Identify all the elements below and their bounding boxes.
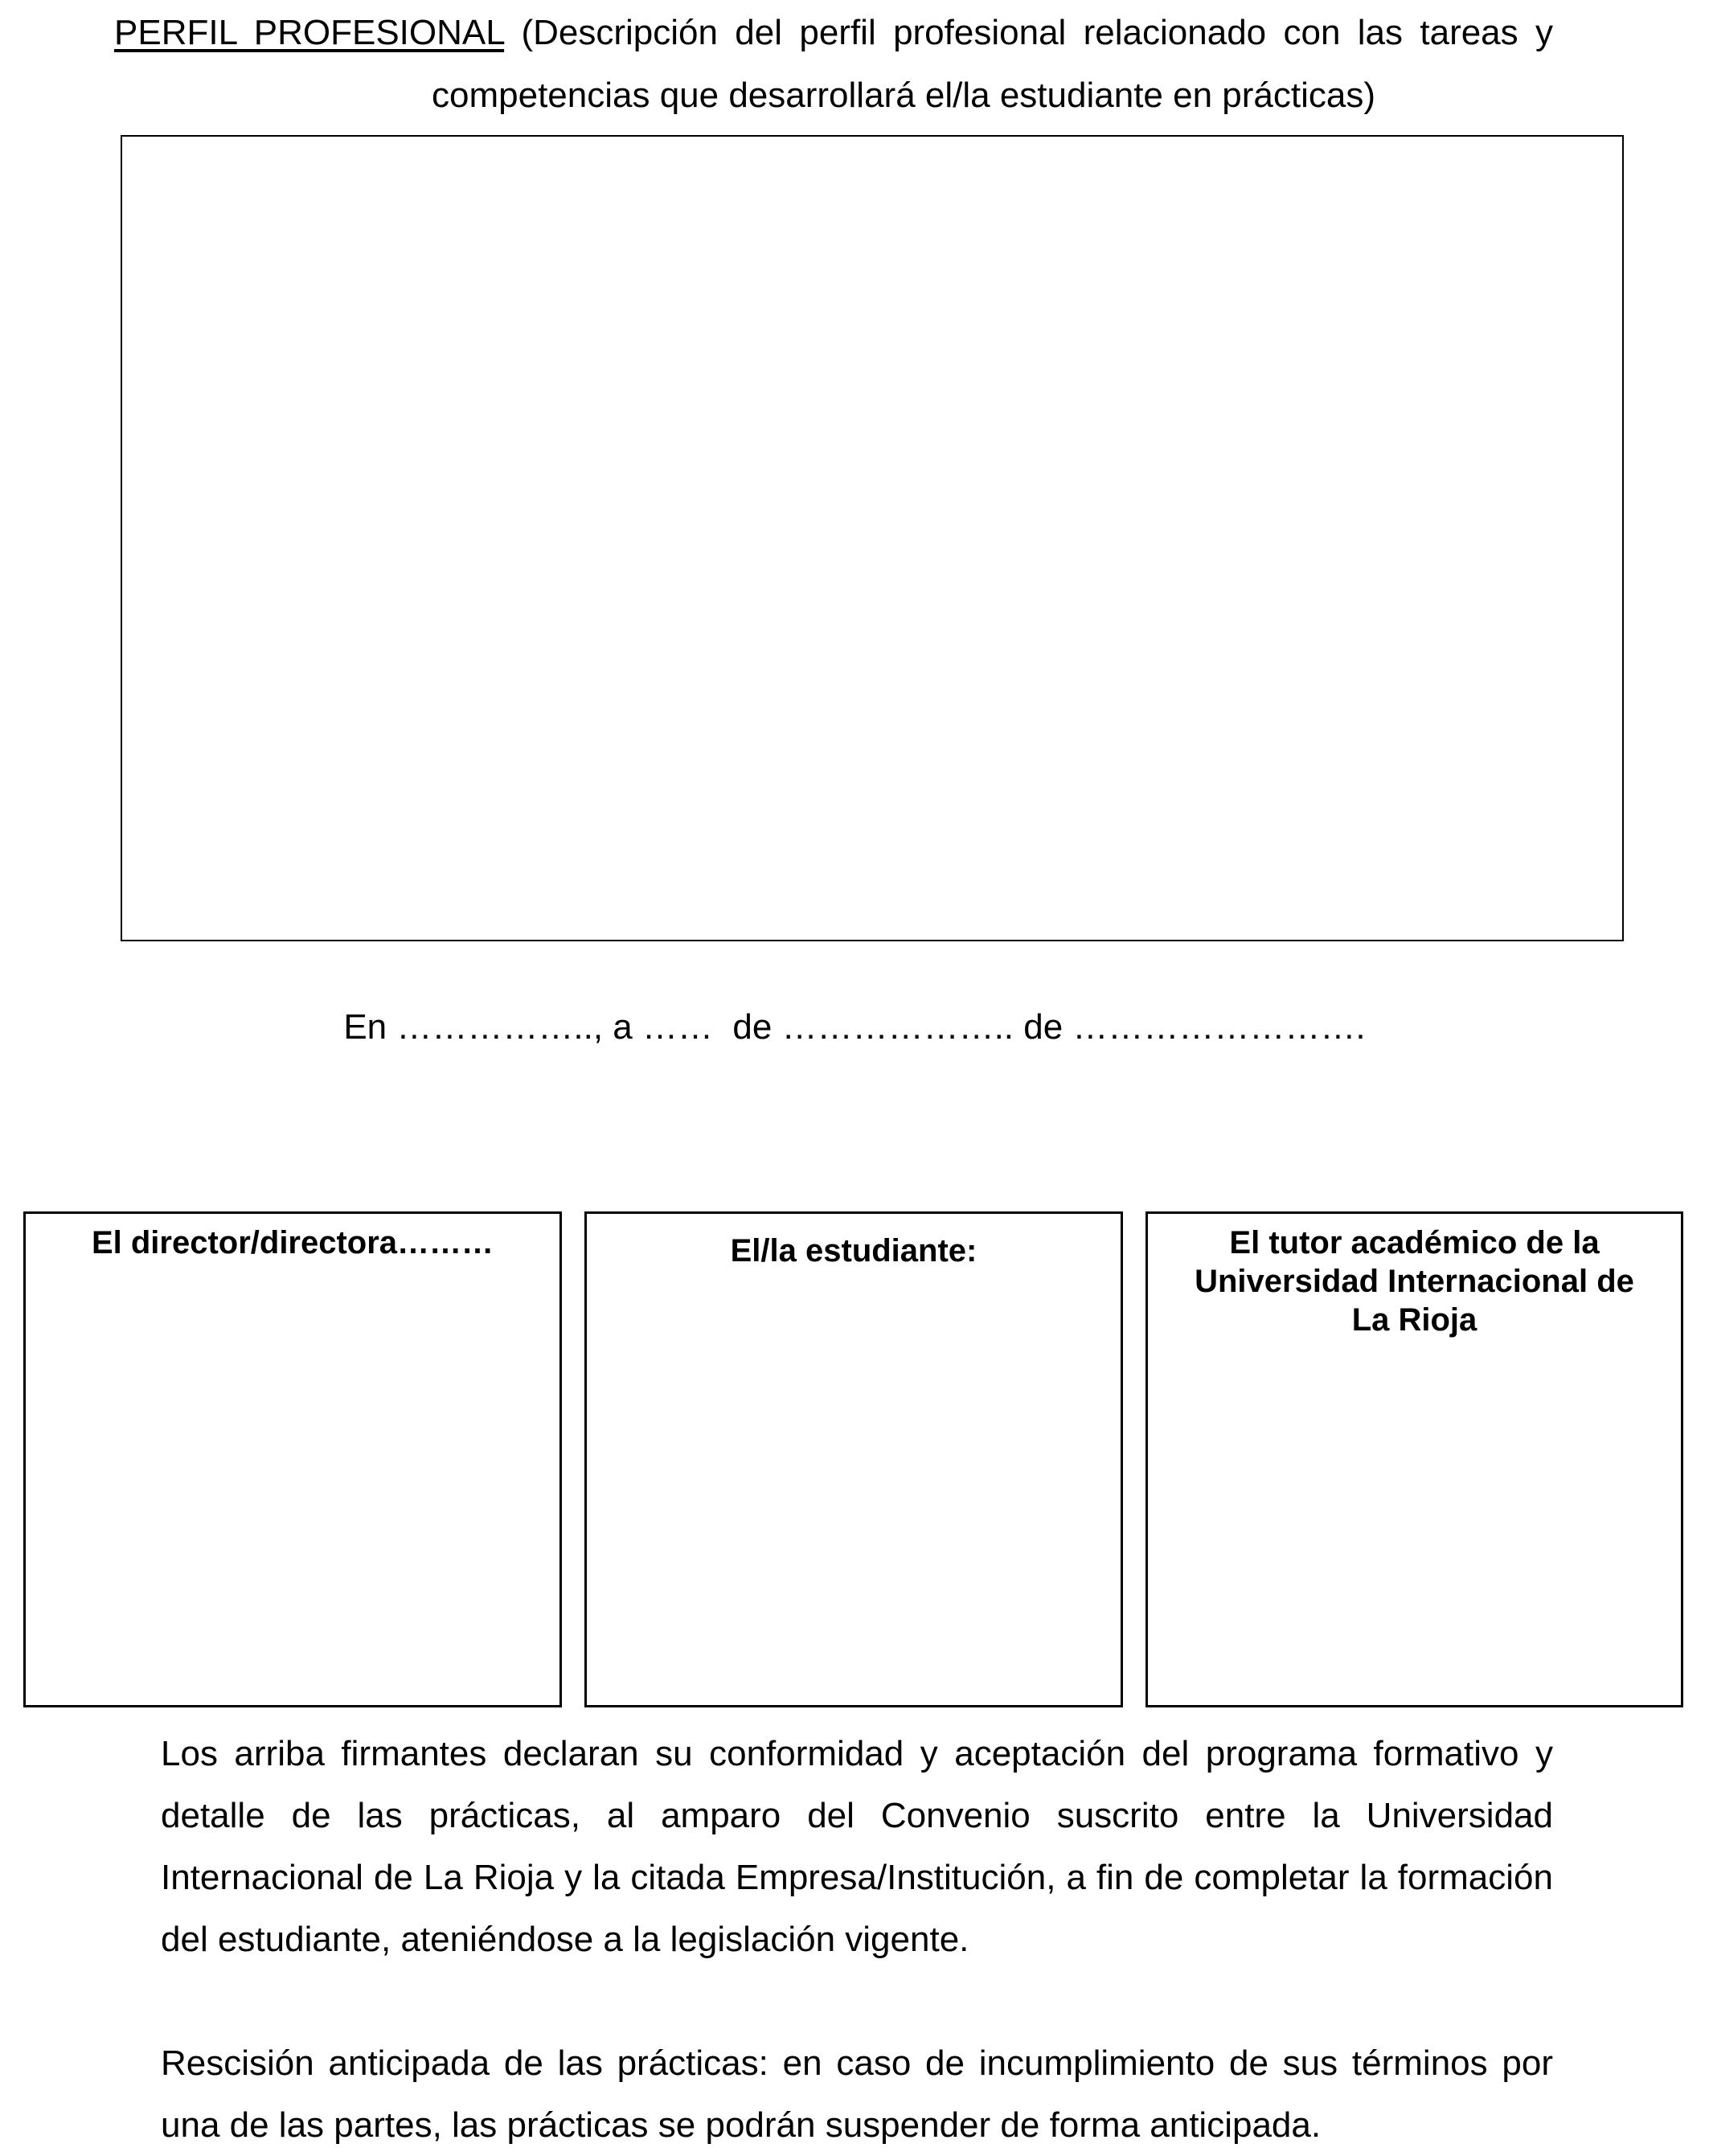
section-description: (Descripción del perfil profesional relacionado con las tareas y [521,13,1553,52]
section-title: PERFIL PROFESIONAL [114,13,505,52]
signature-label-student: El/la estudiante: [730,1233,977,1269]
profile-description-box[interactable] [121,135,1624,941]
signature-box-director[interactable] [23,1211,562,1707]
date-place-line: En …………….., a …… de ……………….. de ……………………. [343,1007,1366,1047]
section-description-continued: competencias que desarrollará el/la estudiante en prácticas) [432,76,1375,115]
signature-label-director: El director/directora……… [91,1225,494,1260]
signature-label-tutor: El tutor académico de la Universidad Internacional de La Rioja [1195,1225,1634,1338]
section-heading [114,6,1553,59]
signature-box-student[interactable] [584,1211,1123,1707]
rescission-paragraph: Rescisión anticipada de las prácticas: en caso de incumplimiento de sus términos por una de las partes, las prácticas se podrán suspender de forma anticipada. [161,2043,1553,2145]
agreement-paragraph: Los arriba firmantes declaran su conformidad y aceptación del programa formativo y detalle de las prácticas, al amparo del Convenio suscrito entre la Universidad Internacional de La Rioja y la citada Empresa/Institución, a fin de completar la formación del estudiante, ateniéndose a la legislación vigente. [161,1734,1553,1959]
signature-box-tutor[interactable] [1145,1211,1683,1707]
